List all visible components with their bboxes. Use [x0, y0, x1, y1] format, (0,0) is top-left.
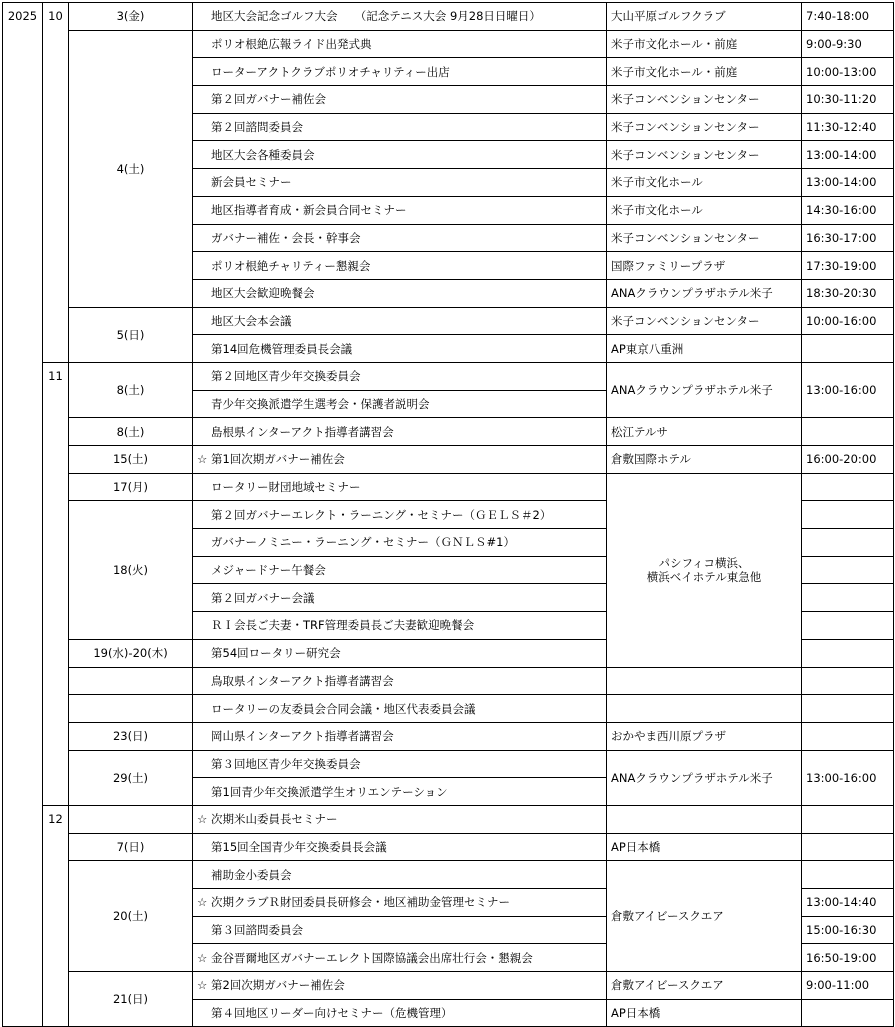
- table-row: [3, 833, 894, 861]
- time-cell: 7:40-18:00: [802, 3, 894, 31]
- date-cell: 29(土): [69, 750, 193, 805]
- date-cell: 5(日): [69, 307, 193, 362]
- event-cell: ロータリーの友委員会合同会議・地区代表委員会議: [193, 695, 607, 723]
- time-cell: 16:30-17:00: [802, 224, 894, 252]
- event-cell: 第54回ロータリー研究会: [193, 639, 607, 667]
- time-cell: [802, 473, 894, 501]
- table-row: [3, 805, 894, 833]
- time-cell: [802, 529, 894, 557]
- event-cell: 地区指導者育成・新会員合同セミナー: [193, 196, 607, 224]
- date-cell: 19(水)-20(木): [69, 639, 193, 667]
- year-cell: 2025: [3, 3, 43, 1027]
- venue-cell: 米子市文化ホール・前庭: [607, 30, 802, 58]
- event-cell: メジャードナー午餐会: [193, 556, 607, 584]
- event-cell: 地区大会各種委員会: [193, 141, 607, 169]
- venue-cell: [607, 805, 802, 833]
- month-cell-oct: 10: [43, 3, 69, 363]
- table-row: [3, 30, 894, 58]
- event-cell: 新会員セミナー: [193, 169, 607, 197]
- time-cell: [802, 833, 894, 861]
- venue-cell: パシフィコ横浜、 横浜ベイホテル東急他: [607, 473, 802, 667]
- event-cell: ポリオ根絶広報ライド出発式典: [193, 30, 607, 58]
- date-cell: 4(土): [69, 30, 193, 307]
- event-cell: 鳥取県インターアクト指導者講習会: [193, 667, 607, 695]
- event-cell: ☆ 次期クラブＲ財団委員長研修会・地区補助金管理セミナー: [193, 889, 607, 917]
- venue-cell: 米子コンベンションセンター: [607, 141, 802, 169]
- time-cell: 16:00-20:00: [802, 446, 894, 474]
- date-cell: 15(土): [69, 446, 193, 474]
- date-cell: 20(土): [69, 861, 193, 972]
- time-cell: [802, 584, 894, 612]
- month-cell-dec: 12: [43, 805, 69, 1027]
- venue-cell: [607, 695, 802, 723]
- event-cell: 第２回ガバナー会議: [193, 584, 607, 612]
- time-cell: [802, 418, 894, 446]
- venue-cell: 米子コンベンションセンター: [607, 307, 802, 335]
- table-row: [3, 667, 894, 695]
- date-cell: 23(日): [69, 722, 193, 750]
- venue-cell: 倉敷アイビースクエア: [607, 972, 802, 1000]
- date-cell: 21(日): [69, 972, 193, 1027]
- table-row: [3, 722, 894, 750]
- event-cell: ポリオ根絶チャリティー懇親会: [193, 252, 607, 280]
- table-row: [3, 861, 894, 889]
- date-cell: 8(土): [69, 418, 193, 446]
- event-cell: 第２回地区青少年交換委員会: [193, 362, 607, 390]
- time-cell: 14:30-16:00: [802, 196, 894, 224]
- event-cell: 地区大会本会議: [193, 307, 607, 335]
- time-cell: 13:00-14:40: [802, 889, 894, 917]
- month-cell-nov: 11: [43, 362, 69, 805]
- date-cell: 3(金): [69, 3, 193, 31]
- event-cell: ＲＩ会長ご夫妻・TRF管理委員長ご夫妻歓迎晩餐会: [193, 612, 607, 640]
- venue-cell: 米子コンベンションセンター: [607, 224, 802, 252]
- event-cell: ☆ 第2回次期ガバナー補佐会: [193, 972, 607, 1000]
- event-cell: ロータリー財団地域セミナー: [193, 473, 607, 501]
- date-cell: 8(土): [69, 362, 193, 417]
- venue-cell: おかやま西川原プラザ: [607, 722, 802, 750]
- event-cell: 地区大会記念ゴルフ大会 （記念テニス大会 9月28日日曜日）: [193, 3, 607, 31]
- venue-cell: 松江テルサ: [607, 418, 802, 446]
- table-row: [3, 750, 894, 778]
- event-cell: ☆ 第1回次期ガバナー補佐会: [193, 446, 607, 474]
- event-cell: 第２回諮問委員会: [193, 113, 607, 141]
- time-cell: [802, 556, 894, 584]
- venue-cell: 倉敷アイビースクエア: [607, 861, 802, 972]
- table-row: [3, 307, 894, 335]
- date-cell: [69, 805, 193, 833]
- venue-cell: [607, 667, 802, 695]
- date-cell: [69, 667, 193, 695]
- event-cell: 青少年交換派遣学生選考会・保護者説明会: [193, 390, 607, 418]
- venue-cell: AP日本橋: [607, 999, 802, 1027]
- time-cell: 16:50-19:00: [802, 944, 894, 972]
- event-cell: 第４回地区リーダー向けセミナー（危機管理）: [193, 999, 607, 1027]
- venue-cell: 米子市文化ホール: [607, 169, 802, 197]
- venue-cell: 米子コンベンションセンター: [607, 113, 802, 141]
- venue-cell: AP日本橋: [607, 833, 802, 861]
- time-cell: 10:00-13:00: [802, 58, 894, 86]
- time-cell: 11:30-12:40: [802, 113, 894, 141]
- time-cell: [802, 335, 894, 363]
- time-cell: [802, 667, 894, 695]
- event-cell: 地区大会歓迎晩餐会: [193, 279, 607, 307]
- time-cell: [802, 805, 894, 833]
- venue-cell: ANAクラウンプラザホテル米子: [607, 750, 802, 805]
- time-cell: 13:00-14:00: [802, 141, 894, 169]
- schedule-table: [2, 2, 894, 1027]
- table-row: [3, 362, 894, 390]
- event-cell: 岡山県インターアクト指導者講習会: [193, 722, 607, 750]
- time-cell: 10:00-16:00: [802, 307, 894, 335]
- event-cell: 第1回青少年交換派遣学生オリエンテーション: [193, 778, 607, 806]
- time-cell: 9:00-11:00: [802, 972, 894, 1000]
- time-cell: 17:30-19:00: [802, 252, 894, 280]
- venue-cell: 国際ファミリープラザ: [607, 252, 802, 280]
- venue-cell: 米子市文化ホール: [607, 196, 802, 224]
- event-cell: ☆ 金谷晋爾地区ガバナーエレクト国際協議会出席壮行会・懇親会: [193, 944, 607, 972]
- time-cell: [802, 999, 894, 1027]
- event-cell: 島根県インターアクト指導者講習会: [193, 418, 607, 446]
- venue-cell: 大山平原ゴルフクラブ: [607, 3, 802, 31]
- time-cell: [802, 639, 894, 667]
- event-cell: 第２回ガバナー補佐会: [193, 86, 607, 114]
- event-cell: ローターアクトクラブポリオチャリティー出店: [193, 58, 607, 86]
- time-cell: [802, 861, 894, 889]
- time-cell: [802, 722, 894, 750]
- date-cell: 17(月): [69, 473, 193, 501]
- venue-cell: 倉敷国際ホテル: [607, 446, 802, 474]
- event-cell: ガバナーノミニー・ラーニング・セミナー（ＧＮＬＳ#1）: [193, 529, 607, 557]
- event-cell: ☆ 次期米山委員長セミナー: [193, 805, 607, 833]
- table-row: [3, 446, 894, 474]
- table-row: [3, 695, 894, 723]
- event-cell: 第３回地区青少年交換委員会: [193, 750, 607, 778]
- table-row: [3, 972, 894, 1000]
- event-cell: 第３回諮問委員会: [193, 916, 607, 944]
- time-cell: 13:00-14:00: [802, 169, 894, 197]
- event-cell: 第15回全国青少年交換委員長会議: [193, 833, 607, 861]
- venue-cell: AP東京八重洲: [607, 335, 802, 363]
- date-cell: 18(火): [69, 501, 193, 639]
- time-cell: [802, 612, 894, 640]
- date-cell: 7(日): [69, 833, 193, 861]
- time-cell: 9:00-9:30: [802, 30, 894, 58]
- time-cell: 13:00-16:00: [802, 362, 894, 417]
- venue-cell: 米子市文化ホール・前庭: [607, 58, 802, 86]
- venue-cell: ANAクラウンプラザホテル米子: [607, 362, 802, 417]
- time-cell: [802, 501, 894, 529]
- time-cell: [802, 695, 894, 723]
- table-row: [3, 3, 894, 31]
- table-row: [3, 473, 894, 501]
- venue-cell: ANAクラウンプラザホテル米子: [607, 279, 802, 307]
- event-cell: 第14回危機管理委員長会議: [193, 335, 607, 363]
- time-cell: 10:30-11:20: [802, 86, 894, 114]
- time-cell: 18:30-20:30: [802, 279, 894, 307]
- table-row: [3, 418, 894, 446]
- event-cell: 第２回ガバナーエレクト・ラーニング・セミナー（ＧＥＬＳ＃2）: [193, 501, 607, 529]
- time-cell: 13:00-16:00: [802, 750, 894, 805]
- time-cell: 15:00-16:30: [802, 916, 894, 944]
- date-cell: [69, 695, 193, 723]
- event-cell: ガバナー補佐・会長・幹事会: [193, 224, 607, 252]
- event-cell: 補助金小委員会: [193, 861, 607, 889]
- venue-cell: 米子コンベンションセンター: [607, 86, 802, 114]
